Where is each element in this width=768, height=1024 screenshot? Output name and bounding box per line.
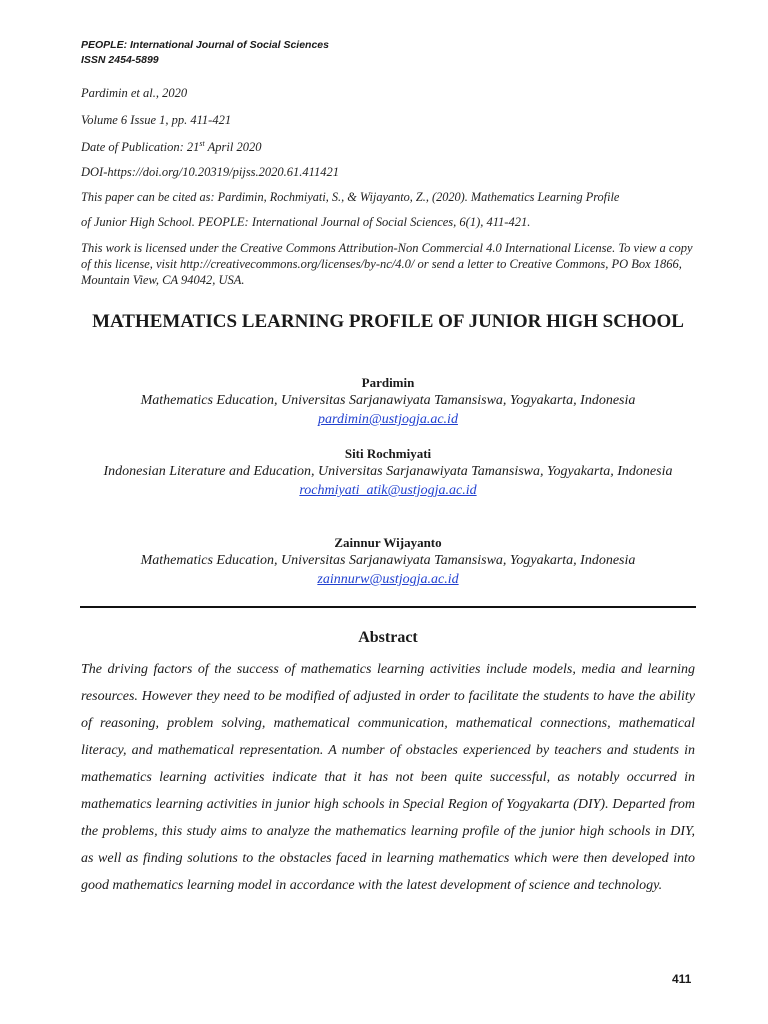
author-name: Zainnur Wijayanto (334, 535, 442, 550)
author-year: Pardimin et al., 2020 (81, 86, 188, 100)
author-name: Siti Rochmiyati (344, 446, 432, 461)
journal-issn: ISSN 2454-5899 (81, 54, 159, 66)
author-email-link[interactable]: zainnurw@ustjogja.ac.id (317, 572, 459, 587)
journal-name: PEOPLE: International Journal of Social Sciences (81, 39, 329, 51)
author-email-link[interactable]: rochmiyati_atik@ustjogja.ac.id (299, 483, 477, 498)
author-affiliation: Mathematics Education, Universitas Sarjanawiyata Tamansiswa, Yogyakarta, Indonesia (140, 393, 636, 408)
author-block (81, 534, 695, 589)
publication-date-sup: st (199, 139, 205, 148)
author-affiliation: Mathematics Education, Universitas Sarjanawiyata Tamansiswa, Yogyakarta, Indonesia (140, 553, 636, 568)
paper-title: MATHEMATICS LEARNING PROFILE OF JUNIOR HIGH SCHOOL (92, 311, 684, 332)
citation-line-1: This paper can be cited as: Pardimin, Rochmiyati, S., & Wijayanto, Z., (2020). Mathematics Learning Profile (81, 190, 620, 204)
author-email-link[interactable]: pardimin@ustjogja.ac.id (318, 412, 458, 427)
author-affiliation: Indonesian Literature and Education, Universitas Sarjanawiyata Tamansiswa, Yogyakarta, Indonesia (103, 464, 673, 479)
author-name: Pardimin (361, 375, 415, 390)
journal-header (81, 38, 329, 68)
doi: DOI-https://doi.org/10.20319/pijss.2020.61.411421 (81, 165, 339, 179)
publication-date (81, 139, 696, 155)
author-block (81, 445, 695, 500)
abstract-text: The driving factors of the success of mathematics learning activities include models, media and learning resources. However they need to be modified of adjusted in order to facilitate the students to have the ability of reasoning, problem solving, mathematical communication, mathematical connections, mathematical literacy, and mathematical representation. A number of obstacles experienced by teachers and students in mathematics learning activities indicate that it has not been quite successful, as notably occurred in mathematics learning activities in junior high schools in Special Region of Yogyakarta (DIY). Departed from the problems, this study aims to analyze the mathematics learning profile of the junior high schools in DIY, as well as finding solutions to the obstacles faced in learning mathematics which were then developed into good mathematics learning model in accordance with the latest development of science and technology. (81, 662, 695, 893)
license-notice: This work is licensed under the Creative Commons Attribution-Non Commercial 4.0 International License. To view a copy of this license, visit http://creativecommons.org/licenses/by-nc/4.0/ or send a letter to Creative Commons, PO Box 1866, Mountain View, CA 94042, USA. (81, 241, 693, 287)
publication-date-suffix: April 2020 (204, 140, 262, 155)
citation-line-2: of Junior High School. PEOPLE: International Journal of Social Sciences, 6(1), 411-421. (81, 215, 531, 229)
section-divider (80, 606, 696, 608)
page-number: 411 (672, 972, 692, 986)
publication-date-prefix: Date of Publication: 21 (81, 140, 200, 155)
author-block (81, 374, 695, 429)
abstract-heading: Abstract (358, 629, 418, 646)
volume-info: Volume 6 Issue 1, pp. 411-421 (81, 113, 232, 127)
